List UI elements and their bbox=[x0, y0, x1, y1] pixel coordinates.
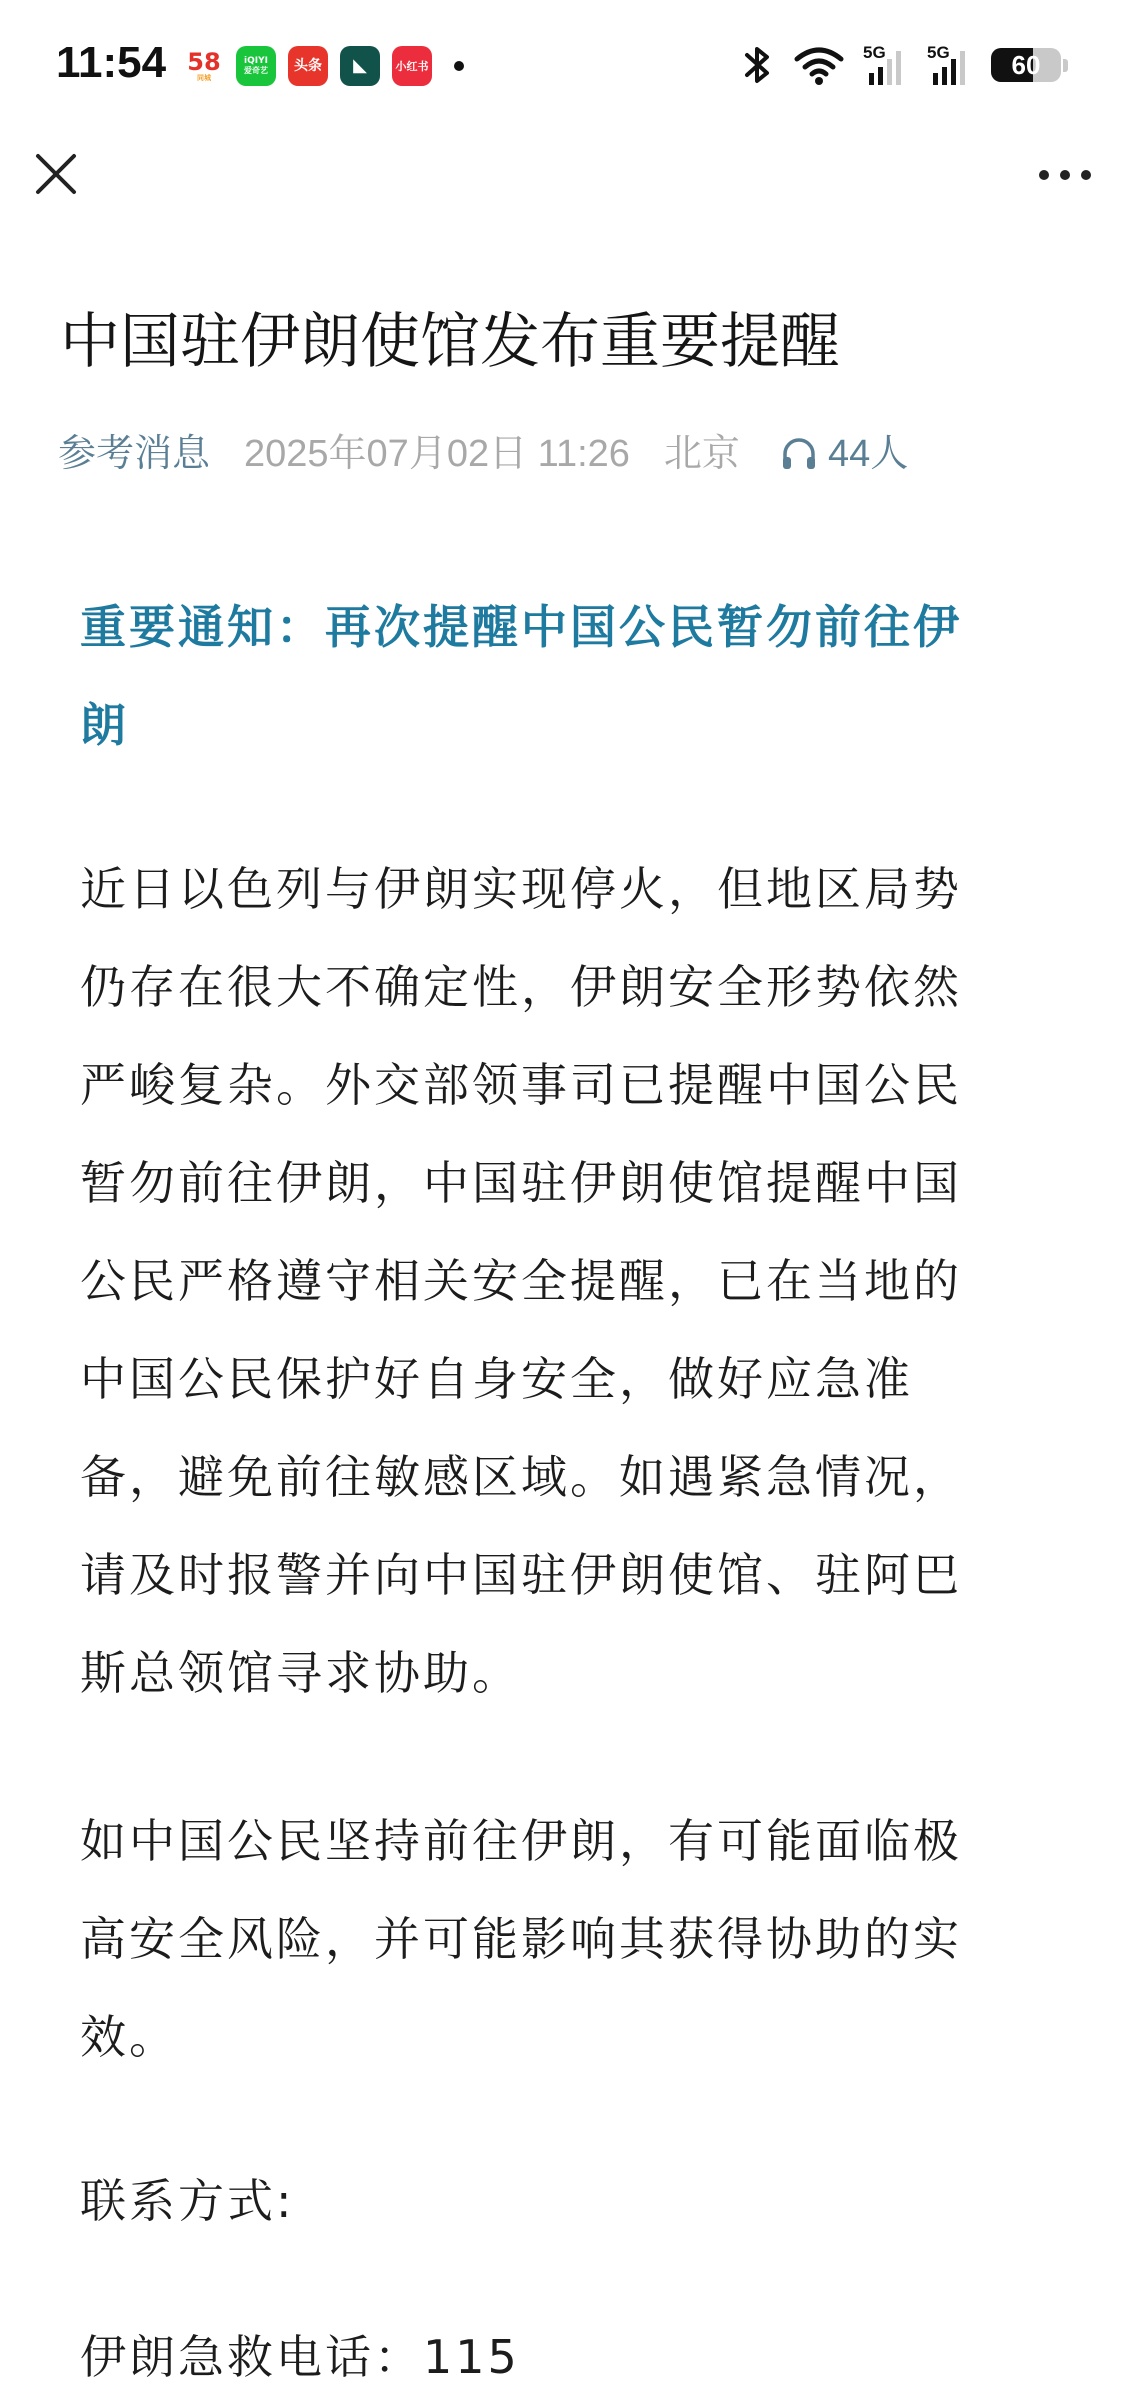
article-source[interactable]: 参考消息 bbox=[58, 433, 211, 475]
more-notifications-dot bbox=[454, 61, 464, 71]
emergency-phone: 伊朗急救电话：115 bbox=[80, 2330, 520, 2384]
article-headline bbox=[80, 578, 1070, 774]
paragraph-line: 斯总领馆寻求协助。 bbox=[80, 1646, 521, 1700]
battery-level: 60 bbox=[1011, 49, 1041, 80]
app-green-icon: ◣ bbox=[340, 46, 380, 86]
status-indicators bbox=[741, 40, 1068, 90]
close-button[interactable] bbox=[28, 146, 84, 202]
paragraph-line: 高安全风险，并可能影响其获得协助的实 bbox=[80, 1912, 962, 1966]
more-options-button[interactable] bbox=[1030, 150, 1100, 200]
paragraph-line: 暂勿前往伊朗，中国驻伊朗使馆提醒中国 bbox=[80, 1156, 962, 1210]
more-icon bbox=[1030, 150, 1100, 200]
battery-icon bbox=[991, 48, 1068, 82]
listen-button[interactable] bbox=[780, 426, 908, 482]
headline-line: 朗 bbox=[80, 698, 129, 752]
paragraph-1 bbox=[80, 840, 1070, 1722]
status-bar bbox=[0, 0, 1140, 130]
article-location: 北京 bbox=[663, 433, 740, 475]
signal-sim1-icon: 5G bbox=[863, 43, 909, 87]
article-meta bbox=[58, 426, 908, 482]
app-toutiao-icon: 头条 bbox=[288, 46, 328, 86]
contact-label: 联系方式: bbox=[80, 2174, 295, 2228]
close-icon bbox=[28, 146, 84, 202]
paragraph-line: 近日以色列与伊朗实现停火，但地区局势 bbox=[80, 862, 962, 916]
bluetooth-icon bbox=[741, 43, 775, 87]
listener-count: 44人 bbox=[827, 433, 909, 475]
paragraph-line: 公民严格遵守相关安全提醒，已在当地的 bbox=[80, 1254, 962, 1308]
paragraph-line: 如中国公民坚持前往伊朗，有可能面临极 bbox=[80, 1814, 962, 1868]
notification-app-icons bbox=[184, 46, 464, 86]
paragraph-line: 备，避免前往敏感区域。如遇紧急情况， bbox=[80, 1450, 962, 1504]
wifi-icon bbox=[793, 43, 845, 87]
app-xiaohongshu-icon: 小红书 bbox=[392, 46, 432, 86]
headphones-icon bbox=[780, 435, 818, 473]
paragraph-line: 请及时报警并向中国驻伊朗使馆、驻阿巴 bbox=[80, 1548, 962, 1602]
app-iqiyi-icon: iQIYI 爱奇艺 bbox=[236, 46, 276, 86]
paragraph-line: 仍存在很大不确定性，伊朗安全形势依然 bbox=[80, 960, 962, 1014]
headline-line: 重要通知：再次提醒中国公民暂勿前往伊 bbox=[80, 600, 962, 654]
app-58-icon: 58 同城 bbox=[184, 46, 224, 86]
paragraph-line: 严峻复杂。外交部领事司已提醒中国公民 bbox=[80, 1058, 962, 1112]
paragraph-line: 中国公民保护好自身安全，做好应急准 bbox=[80, 1352, 913, 1406]
signal-sim2-icon: 5G bbox=[927, 43, 973, 87]
article-title: 中国驻伊朗使馆发布重要提醒 bbox=[60, 307, 840, 377]
article-date: 2025年07月02日 11:26 bbox=[244, 433, 630, 475]
status-time: 11:54 bbox=[56, 38, 167, 87]
paragraph-line: 效。 bbox=[80, 2010, 178, 2064]
paragraph-2 bbox=[80, 1792, 1070, 2086]
